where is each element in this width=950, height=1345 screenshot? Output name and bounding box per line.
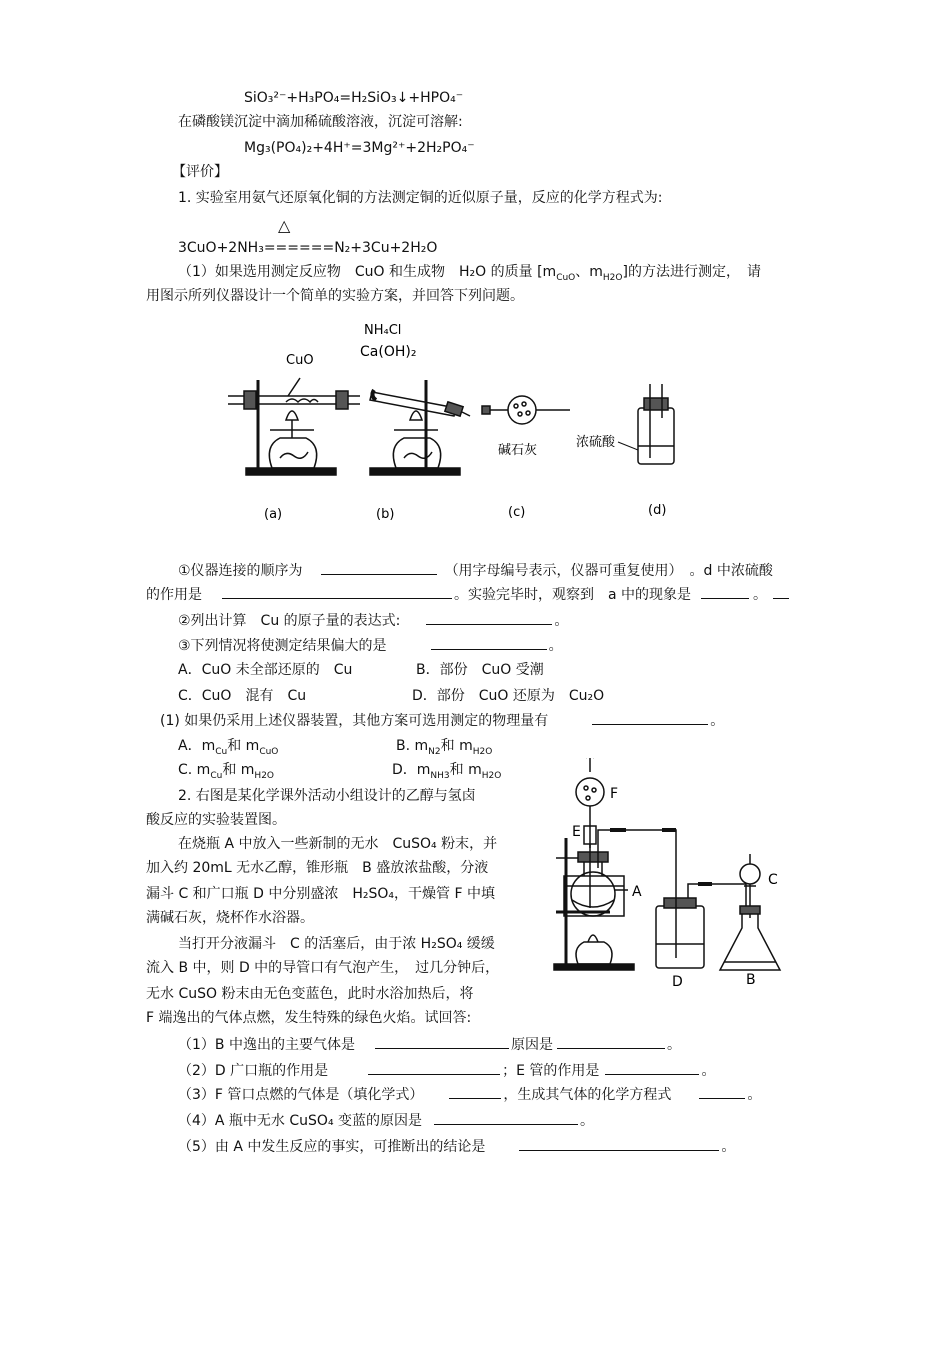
q1-s3-end: 。 <box>548 638 563 654</box>
choice-d <box>392 760 501 786</box>
answer-blank-order[interactable] <box>321 560 437 575</box>
ionic-equation-2: Mg₃(PO₄)₂+4H⁺=3Mg²⁺+2H₂PO₄⁻ <box>244 140 475 156</box>
q2-a1-reason: 原因是 <box>510 1037 553 1053</box>
option-c: C．CuO 混有 Cu <box>178 688 307 704</box>
q1-stem: 1. 实验室用氨气还原氧化铜的方法测定铜的近似原子量，反应的化学方程式为: <box>178 190 663 206</box>
q1-s1-text-a: ①仪器连接的顺序为 <box>178 563 303 579</box>
choice-a <box>178 736 278 762</box>
q2-answer-1 <box>178 1034 681 1055</box>
fig-label-b: B <box>746 972 756 988</box>
q1-part1-line2: 用图示所列仪器设计一个简单的实验方案，并回答下列问题。 <box>146 288 524 304</box>
q1-s1-line1 <box>178 560 773 581</box>
q2-a2-end: 。 <box>701 1063 716 1079</box>
answer-blank-d-role[interactable] <box>368 1060 500 1075</box>
answer-blank-reason[interactable] <box>557 1034 665 1049</box>
answer-blank-equation[interactable] <box>699 1084 745 1099</box>
choice-a-m: A．m <box>178 738 216 754</box>
q1-part2-end: 。 <box>710 713 725 729</box>
q1-part2 <box>160 710 724 731</box>
choice-c-m: C. m <box>178 762 211 778</box>
answer-blank-formula[interactable] <box>449 1084 501 1099</box>
q1-equation: 3CuO+2NH₃======N₂+3Cu+2H₂O <box>178 240 438 256</box>
choice-c-sub1: Cu <box>210 770 223 781</box>
fig-label-e: E <box>572 824 581 840</box>
q1-part1-sub-h2o: H2O <box>602 272 623 283</box>
q2-line9: 无水 CuSO 粉末由无色变蓝色，此时水浴加热后，将 <box>146 986 474 1002</box>
q2-line5: 漏斗 C 和广口瓶 D 中分别盛浓 H₂SO₄，干燥管 F 中填 <box>146 886 495 902</box>
q1-part1-text-a: （1）如果选用测定反应物 CuO 和生成物 H₂O 的质量 [m <box>178 264 557 280</box>
heat-symbol: △ <box>278 216 291 235</box>
answer-blank-e-role[interactable] <box>605 1060 699 1075</box>
ionic-equation-1: SiO₃²⁻+H₃PO₄=H₂SiO₃↓+HPO₄⁻ <box>244 90 464 106</box>
answer-blank-phenomenon[interactable] <box>701 584 749 599</box>
q1-s1-text-c: 的作用是 <box>146 587 202 603</box>
label-a: (a) <box>264 507 283 522</box>
q1-part1-sub-cuo: CuO <box>556 272 576 283</box>
choice-b-sub1: N2 <box>428 746 441 757</box>
q2-line1: 2. 右图是某化学课外活动小组设计的乙醇与氢卤 <box>178 788 476 804</box>
q1-s1-text-b: （用字母编号表示，仪器可重复使用） 。d 中浓硫酸 <box>444 563 773 579</box>
choice-c-mid: 和 m <box>222 762 255 778</box>
choice-b <box>396 736 492 762</box>
q2-a3-text: （3）F 管口点燃的气体是（填化学式） <box>178 1087 424 1103</box>
fig-label-f: F <box>610 786 619 802</box>
fig-label-c: C <box>768 872 778 888</box>
q1-s2 <box>178 610 568 631</box>
fig-label-d: D <box>672 974 683 990</box>
answer-blank-extra[interactable] <box>773 584 789 599</box>
q2-a3-end: 。 <box>747 1087 762 1103</box>
choice-a-mid: 和 m <box>227 738 260 754</box>
answer-blank-larger[interactable] <box>431 635 547 650</box>
q2-answer-2 <box>178 1060 715 1081</box>
choice-c <box>178 760 274 786</box>
fig-label-a: A <box>632 884 642 900</box>
q1-part1-text-b: 、m <box>575 264 603 280</box>
q2-a2-e: ；E 管的作用是 <box>502 1063 600 1079</box>
q1-s2-end: 。 <box>554 613 569 629</box>
q2-a2-text: （2）D 广口瓶的作用是 <box>178 1063 329 1079</box>
choice-d-m: D．m <box>392 762 431 778</box>
answer-blank-conclusion[interactable] <box>519 1136 719 1151</box>
q1-part1-text-c: ]的方法进行测定， 请 <box>622 264 761 280</box>
q1-part1-line1 <box>178 262 761 288</box>
q2-line3: 在烧瓶 A 中放入一些新制的无水 CuSO₄ 粉末，并 <box>178 836 498 852</box>
q2-a5-text: （5）由 A 中发生反应的事实，可推断出的结论是 <box>178 1139 486 1155</box>
q2-line6: 满碱石灰，烧杯作水浴器。 <box>146 910 314 926</box>
choice-d-mid: 和 m <box>449 762 482 778</box>
answer-blank-quantities[interactable] <box>592 710 708 725</box>
answer-blank-expression[interactable] <box>426 610 552 625</box>
q1-part2-text: (1) 如果仍采用上述仪器装置，其他方案可选用测定的物理量有 <box>160 713 549 729</box>
answer-blank-acid-role[interactable] <box>222 584 452 599</box>
answer-blank-blue-reason[interactable] <box>434 1110 578 1125</box>
ethanol-apparatus-figure <box>550 758 790 994</box>
q1-s1-text-d: 。实验完毕时，观察到 a 中的现象是 <box>454 587 692 603</box>
q2-line10: F 端逸出的气体点燃，发生特殊的绿色火焰。试回答: <box>146 1010 472 1026</box>
intro-text: 在磷酸镁沉淀中滴加稀硫酸溶液，沉淀可溶解: <box>178 114 463 130</box>
option-a: A．CuO 未全部还原的 Cu <box>178 662 353 678</box>
q1-s2-text: ②列出计算 Cu 的原子量的表达式: <box>178 613 401 629</box>
choice-a-sub2: CuO <box>259 746 279 757</box>
option-b: B．部份 CuO 受潮 <box>416 662 544 678</box>
choice-d-sub2: H2O <box>481 770 502 781</box>
q1-s1-line2 <box>146 584 789 605</box>
label-nh4cl: NH₄Cl <box>364 323 402 338</box>
label-b: (b) <box>376 507 395 522</box>
label-cuo: CuO <box>286 353 314 368</box>
q2-a1-text: （1）B 中逸出的主要气体是 <box>178 1037 355 1053</box>
q2-line8: 流入 B 中，则 D 中的导管口有气泡产生， 过几分钟后， <box>146 960 500 976</box>
q2-line2: 酸反应的实验装置图。 <box>146 812 286 828</box>
q2-a4-text: （4）A 瓶中无水 CuSO₄ 变蓝的原因是 <box>178 1113 423 1129</box>
choice-c-sub2: H2O <box>254 770 274 781</box>
choice-b-sub2: H2O <box>472 746 493 757</box>
label-sodalime: 碱石灰 <box>498 443 538 458</box>
choice-b-mid: 和 m <box>440 738 473 754</box>
label-d: (d) <box>648 503 667 518</box>
choice-d-sub1: NH3 <box>430 770 450 781</box>
q2-answer-3 <box>178 1084 761 1105</box>
apparatus-figure <box>220 318 690 528</box>
q2-a5-end: 。 <box>721 1139 736 1155</box>
choice-b-m: B. m <box>396 738 429 754</box>
answer-blank-gas[interactable] <box>375 1034 509 1049</box>
q2-a3-eq: ，生成其气体的化学方程式 <box>503 1087 672 1103</box>
label-c: (c) <box>508 505 526 520</box>
q2-answer-5 <box>178 1136 735 1157</box>
q2-line7: 当打开分液漏斗 C 的活塞后，由于浓 H₂SO₄ 缓缓 <box>178 936 495 952</box>
q2-a4-end: 。 <box>580 1113 595 1129</box>
label-caoh2: Ca(OH)₂ <box>360 344 417 360</box>
q2-a1-end: 。 <box>666 1037 681 1053</box>
q1-s3-text: ③下列情况将使测定结果偏大的是 <box>178 638 387 654</box>
label-conc-acid: 浓硫酸 <box>576 435 616 450</box>
q2-line4: 加入约 20mL 无水乙醇，锥形瓶 B 盛放浓盐酸，分液 <box>146 860 489 876</box>
choice-a-sub1: Cu <box>215 746 228 757</box>
option-d: D．部份 CuO 还原为 Cu₂O <box>412 688 605 704</box>
q1-s1-text-e: 。 <box>753 587 768 603</box>
q2-answer-4 <box>178 1110 594 1131</box>
q1-s3 <box>178 635 563 656</box>
section-heading: 【评价】 <box>172 164 228 180</box>
